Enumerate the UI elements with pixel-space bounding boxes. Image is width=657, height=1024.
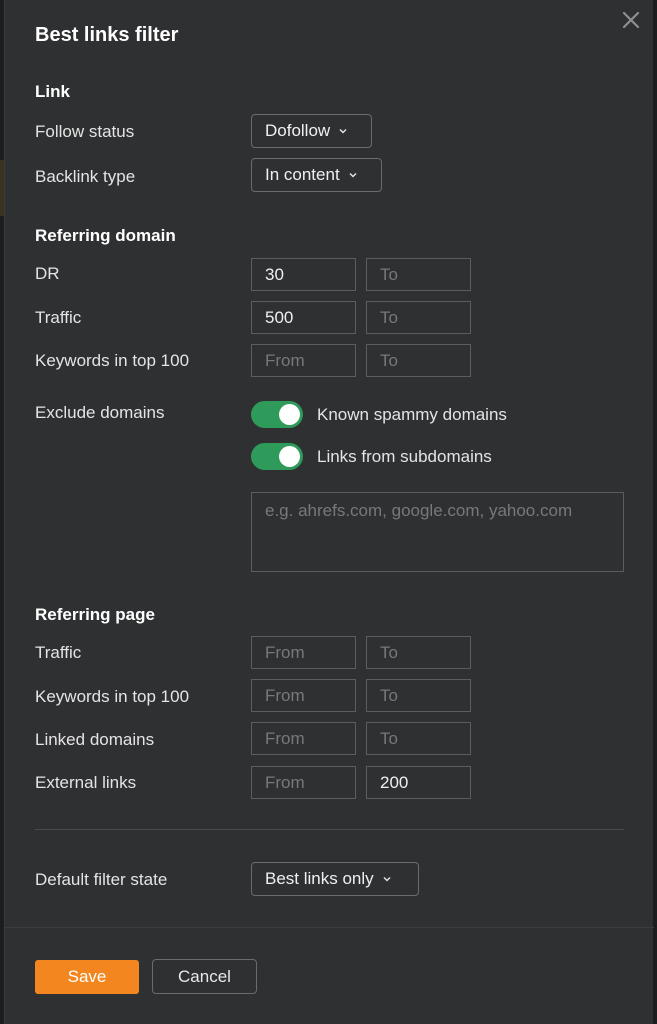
follow-status-label: Follow status: [35, 122, 135, 141]
footer-divider: [5, 927, 654, 928]
modal-title: Best links filter: [35, 24, 179, 46]
exclude-domains-label: Exclude domains: [35, 403, 165, 422]
cancel-button[interactable]: Cancel: [152, 959, 257, 994]
dr-from-input[interactable]: 30: [251, 258, 356, 291]
rp-traffic-from-input[interactable]: From: [251, 636, 356, 669]
linked-domains-to-input[interactable]: To: [366, 722, 471, 755]
subdomains-label: Links from subdomains: [317, 447, 492, 466]
backlink-type-label: Backlink type: [35, 167, 136, 186]
external-links-label: External links: [35, 773, 137, 792]
save-button[interactable]: Save: [35, 960, 139, 994]
rd-traffic-to-input[interactable]: To: [366, 301, 471, 334]
chevron-down-icon: [338, 126, 348, 136]
dr-label: DR: [35, 264, 60, 283]
backlink-type-dropdown[interactable]: [251, 158, 382, 192]
rd-keywords-to-input[interactable]: To: [366, 344, 471, 377]
exclude-domains-textarea[interactable]: e.g. ahrefs.com, google.com, yahoo.com: [251, 492, 624, 572]
filter-modal: [4, 0, 653, 1024]
backlink-type-value: In content: [265, 165, 340, 184]
chevron-down-icon: [348, 170, 358, 180]
close-icon[interactable]: [619, 8, 643, 32]
rp-keywords-from-input[interactable]: From: [251, 679, 356, 712]
section-referring-domain-heading: Referring domain: [35, 226, 176, 245]
default-filter-dropdown[interactable]: [251, 862, 419, 896]
external-links-from-input[interactable]: From: [251, 766, 356, 799]
rp-traffic-to-input[interactable]: To: [366, 636, 471, 669]
rp-keywords-label: Keywords in top 100: [35, 687, 190, 706]
external-links-to-input[interactable]: 200: [366, 766, 471, 799]
follow-status-dropdown[interactable]: [251, 114, 372, 148]
section-referring-page-heading: Referring page: [35, 605, 155, 624]
default-filter-label: Default filter state: [35, 870, 168, 889]
toggle-knob: [279, 446, 300, 467]
spammy-domains-label: Known spammy domains: [317, 405, 507, 424]
rd-traffic-from-input[interactable]: 500: [251, 301, 356, 334]
rd-keywords-from-input[interactable]: From: [251, 344, 356, 377]
toggle-knob: [279, 404, 300, 425]
section-divider: [35, 829, 624, 830]
subdomains-toggle[interactable]: [251, 443, 303, 470]
dr-to-input[interactable]: To: [366, 258, 471, 291]
spammy-domains-toggle[interactable]: [251, 401, 303, 428]
rd-keywords-label: Keywords in top 100: [35, 351, 190, 370]
rp-traffic-label: Traffic: [35, 643, 82, 662]
linked-domains-from-input[interactable]: From: [251, 722, 356, 755]
default-filter-value: Best links only: [265, 869, 374, 888]
rd-traffic-label: Traffic: [35, 308, 82, 327]
chevron-down-icon: [382, 874, 392, 884]
follow-status-value: Dofollow: [265, 121, 331, 140]
linked-domains-label: Linked domains: [35, 730, 155, 749]
rp-keywords-to-input[interactable]: To: [366, 679, 471, 712]
section-link-heading: Link: [35, 82, 70, 101]
